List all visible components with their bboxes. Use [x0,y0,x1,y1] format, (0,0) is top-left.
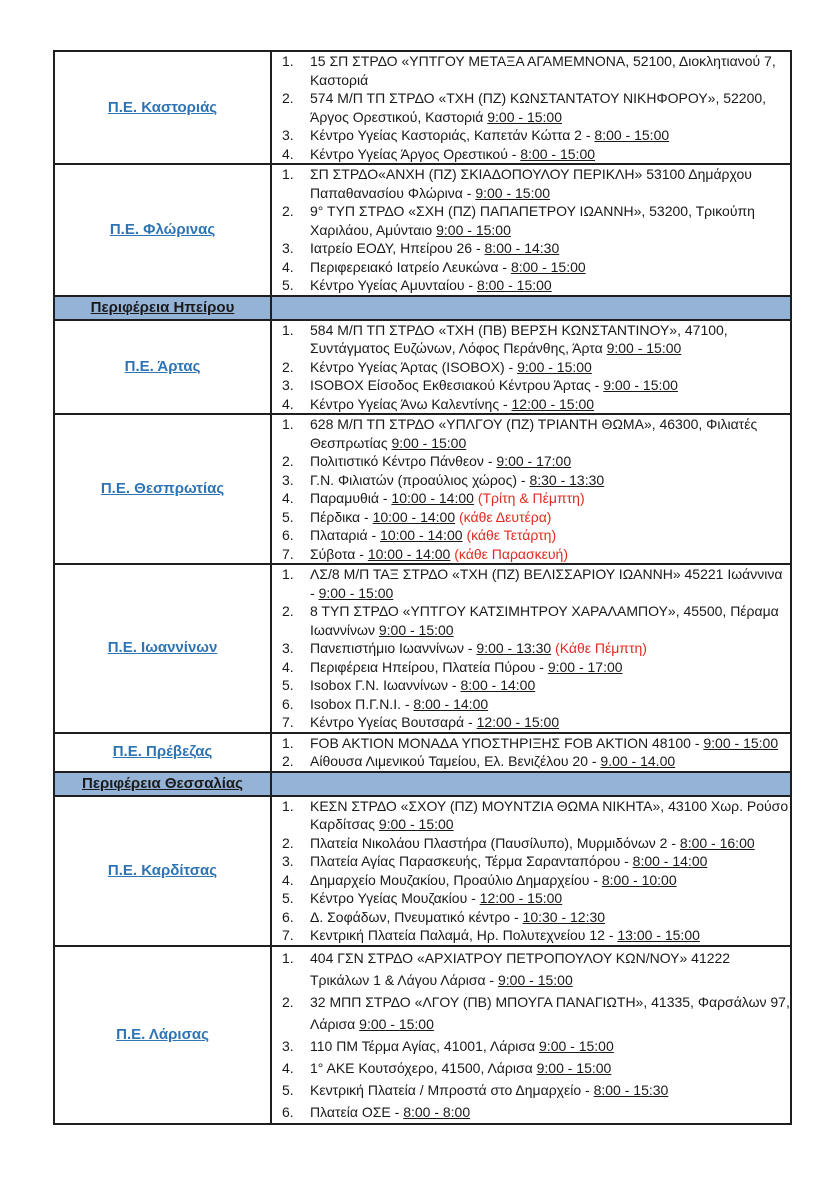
item-text: ΚΕΣΝ ΣΤΡΔΟ «ΣΧΟΥ (ΠΖ) ΜΟΥΝΤΖΙΑ ΘΩΜΑ ΝΙΚΗΤΑ», 43100 Χωρ. Ρούσο Καρδίτσας [310,797,789,832]
item-time: 8:00 - 8:00 [403,1103,471,1120]
item-text: Κέντρο Υγείας Άργος Ορεστικού - [310,145,517,162]
list-item [272,889,790,908]
item-time: 9:00 - 17:00 [547,658,623,675]
item-content [310,734,790,753]
region-link[interactable]: Π.Ε. Καστοριάς [107,98,218,116]
region-cell [54,733,271,772]
item-text: Αίθουσα Λιμενικού Ταμείου, Ελ. Βενιζέλου 20 - [310,753,597,769]
item-time: 8:00 - 14:00 [632,853,708,869]
item-time: 8:00 - 10:00 [601,871,677,888]
region-row [54,51,791,164]
item-content [310,258,790,277]
item-text: 110 ΠΜ Τέρμα Αγίας, 41001, Λάρισα [310,1037,536,1054]
item-content [310,752,790,771]
item-content [310,358,790,377]
item-content [310,1035,790,1057]
item-time: 10:00 - 14:00 [367,545,451,562]
list-item [272,695,790,714]
item-time: 8:00 - 15:00 [510,258,586,275]
list-item [272,991,790,1035]
region-cell [54,564,271,733]
item-text: Κεντρική Πλατεία Παλαμά, Ηρ. Πολυτεχνείου 12 - [310,927,614,943]
item-day-note: (κάθε Τετάρτη) [466,527,557,543]
item-content [310,676,790,695]
region-link[interactable]: Π.Ε. Θεσπρωτίας [100,480,225,497]
item-text: ΛΣ/8 Μ/Π ΤΑΞ ΣΤΡΔΟ «ΤΧΗ (ΠΖ) ΒΕΛΙΣΣΑΡΙΟΥ ΙΩΑΝΝΗ» 45221 Ιωάννινα - [310,566,783,601]
item-number: 2. [282,453,294,469]
item-number: 2. [282,603,294,619]
item-content [310,376,790,395]
item-content [310,639,790,658]
list-item [272,239,790,258]
item-content [310,145,790,164]
item-number: 6. [282,1103,294,1120]
item-number: 4. [282,490,294,506]
item-text: Κέντρο Υγείας Βουτσαρά - [310,714,473,730]
item-content [310,834,790,853]
item-day-note: (κάθε Παρασκευή) [454,545,568,562]
item-number: 4. [282,145,294,162]
item-text: Πλατεία ΟΣΕ - [310,1103,400,1120]
item-text: Κέντρο Υγείας Αμυνταίου - [310,277,474,293]
list-item [272,165,790,202]
region-row [54,320,791,415]
band-row [54,296,791,320]
item-text: Κεντρική Πλατεία / Μπροστά στο Δημαρχείο - [310,1081,590,1098]
item-number: 7. [282,714,294,730]
list-item [272,258,790,277]
list-item [272,639,790,658]
item-number: 6. [282,527,294,543]
item-text: 32 ΜΠΠ ΣΤΡΔΟ «ΛΓΟΥ (ΠΒ) ΜΠΟΥΓΑ ΠΑΝΑΓΙΩΤΗ», 41335, Φαρσάλων 97, Λάρισα [310,993,790,1032]
item-number: 2. [282,993,294,1010]
item-content [310,991,790,1035]
item-number: 3. [282,640,294,656]
item-content [310,926,790,945]
item-time: 9:00 - 15:00 [487,108,562,125]
item-time: 9:00 - 15:00 [603,377,678,393]
item-time: 8:00 - 16:00 [679,834,755,851]
item-content [310,415,790,452]
item-time: 8:00 - 15:30 [593,1081,669,1098]
region-row [54,564,791,733]
item-content [310,545,790,564]
item-time: 9:00 - 15:00 [606,340,682,356]
item-text: Περιφέρεια Ηπείρου, Πλατεία Πύρου - [310,658,544,675]
item-content [310,489,790,508]
item-time: 9:00 - 15:00 [391,434,467,451]
item-number: 5. [282,277,294,293]
item-number: 1. [282,321,294,338]
band-row [54,772,791,796]
item-time: 13:00 - 15:00 [617,927,700,943]
item-content [310,471,790,490]
item-time: 9:00 - 15:00 [539,1037,614,1054]
item-number: 6. [282,695,294,712]
region-row [54,733,791,772]
item-number: 1. [282,416,294,432]
item-text: 1° ΑΚΕ Κουτσόχερο, 41500, Λάρισα [310,1059,533,1076]
item-number: 4. [282,871,294,888]
list-item [272,395,790,414]
item-number: 1. [282,949,294,966]
item-text: 404 ΓΣΝ ΣΤΡΔΟ «ΑΡΧΙΑΤΡΟΥ ΠΕΤΡΟΠΟΥΛΟΥ ΚΩΝ/ΝΟΥ» 41222 Τρικάλων 1 & Λάγου Λάρισα - [310,949,731,988]
list-item [272,602,790,639]
list-item [272,376,790,395]
item-content [310,889,790,908]
item-time: 8:00 - 15:00 [520,145,596,162]
item-time: 9:00 - 15:00 [703,734,779,751]
region-cell [54,320,271,415]
list-item [272,834,790,853]
item-number: 3. [282,127,294,143]
item-time: 9.00 - 14.00 [600,753,676,769]
region-cell [54,796,271,946]
list-item [272,908,790,927]
list-item [272,565,790,602]
band-label-cell [54,772,271,796]
item-text: Isobox Π.Γ.Ν.Ι. - [310,695,410,712]
region-row [54,946,791,1124]
item-number: 1. [282,566,294,582]
schedule-table-body [54,51,791,1124]
item-text: 9° ΤΥΠ ΣΤΡΔΟ «ΣΧΗ (ΠΖ) ΠΑΠΑΠΕΤΡΟΥ ΙΩΑΝΝΗ», 53200, Τρικούπη Χαριλάου, Αμύνταιο [310,203,755,238]
item-number: 1. [282,734,294,751]
item-number: 3. [282,377,294,393]
items-cell [271,51,791,164]
list-item [272,321,790,358]
item-content [310,395,790,414]
item-number: 2. [282,90,294,106]
item-time: 9:00 - 17:00 [496,453,572,469]
item-number: 1. [282,53,294,69]
item-time: 10:30 - 12:30 [522,908,606,925]
item-time: 9:00 - 15:00 [475,184,551,201]
item-content [310,239,790,258]
item-text: Γ.Ν. Φιλιατών (προαύλιος χώρος) - [310,471,526,488]
item-text: Πλαταριά - [310,527,377,543]
item-time: 10:00 - 14:00 [372,508,456,525]
list-item [272,508,790,527]
band-empty-cell [271,772,791,796]
item-number: 2. [282,753,294,769]
list-item [272,1035,790,1057]
items-cell [271,164,791,296]
region-link[interactable]: Π.Ε. Λάρισας [116,1025,209,1043]
item-number: 5. [282,1081,294,1098]
item-text: Δημαρχείο Μουζακίου, Προαύλιο Δημαρχείου - [310,871,598,888]
region-link[interactable]: Π.Ε. Φλώρινας [109,220,216,238]
item-content [310,276,790,295]
list-item [272,358,790,377]
items-cell [271,320,791,415]
item-text: Πέρδικα - [310,508,369,525]
region-link[interactable]: Π.Ε. Καρδίτσας [107,861,218,879]
list-item [272,871,790,890]
region-cell [54,51,271,164]
item-content [310,1101,790,1123]
item-time: 8:30 - 13:30 [529,471,605,488]
list-item [272,1057,790,1079]
item-time: 9:00 - 15:00 [359,1015,434,1032]
item-number: 5. [282,508,294,525]
item-text: Κέντρο Υγείας Άνω Καλεντίνης - [310,395,508,412]
item-text: 15 ΣΠ ΣΤΡΔΟ «ΥΠΤΓΟΥ ΜΕΤΑΞΑ ΑΓΑΜΕΜΝΟΝΑ, 52100, Διοκλητιανού 7, Καστοριά [310,53,776,88]
band-label: Περιφέρεια Ηπείρου [90,298,235,316]
item-number: 2. [282,834,294,851]
items-cell [271,414,791,564]
item-content [310,852,790,871]
item-text: 584 Μ/Π ΤΠ ΣΤΡΔΟ «ΤΧΗ (ΠΒ) ΒΕΡΣΗ ΚΩΝΣΤΑΝΤΙΝΟΥ», 47100, Συντάγματος Ευζώνων, Λόφος Περάνθης, Άρτα [310,321,728,356]
item-time: 10:00 - 14:00 [380,527,463,543]
item-number: 7. [282,927,294,943]
item-number: 5. [282,890,294,906]
item-time: 9:00 - 15:00 [378,621,454,638]
list-item [272,202,790,239]
item-text: Περιφερειακό Ιατρείο Λευκώνα - [310,258,508,275]
item-text: Δ. Σοφάδων, Πνευματικό κέντρο - [310,908,519,925]
item-number: 4. [282,395,294,412]
item-number: 3. [282,471,294,488]
item-content [310,508,790,527]
region-cell [54,946,271,1124]
item-number: 1. [282,166,294,182]
item-number: 7. [282,545,294,562]
item-content [310,658,790,677]
list-item [272,526,790,545]
list-item [272,947,790,991]
item-content [310,908,790,927]
list-item [272,452,790,471]
list-item [272,1101,790,1123]
region-link[interactable]: Π.Ε. Πρέβεζας [112,743,213,760]
item-day-note: (κάθε Δευτέρα) [459,508,552,525]
item-text: Πλατεία Αγίας Παρασκευής, Τέρμα Σαρανταπόρου - [310,853,629,869]
region-cell [54,164,271,296]
list-item [272,713,790,732]
item-time: 12:00 - 15:00 [511,395,595,412]
list-item [272,545,790,564]
item-text: Κέντρο Υγείας Μουζακίου - [310,890,476,906]
list-item [272,471,790,490]
item-text: ΣΠ ΣΤΡΔΟ«ΑΝΧΗ (ΠΖ) ΣΚΙΑΔΟΠΟΥΛΟΥ ΠΕΡΙΚΛΗ» 53100 Δημάρχου Παπαθανασίου Φλώρινα - [310,166,752,201]
item-time: 9:00 - 15:00 [536,1059,612,1076]
item-text: FOB AKTION ΜΟΝΑΔΑ ΥΠΟΣΤΗΡΙΞΗΣ FOB AKTION 48100 - [310,734,700,751]
item-content [310,89,790,126]
item-content [310,602,790,639]
item-number: 4. [282,658,294,675]
band-empty-cell [271,296,791,320]
item-number: 3. [282,1037,294,1054]
item-time: 12:00 - 15:00 [476,714,560,730]
item-time: 9:00 - 15:00 [378,816,454,832]
list-item [272,126,790,145]
schedule-table [53,50,792,1125]
item-time: 9:00 - 15:00 [436,221,511,238]
item-content [310,1057,790,1079]
items-cell [271,733,791,772]
item-text: 574 Μ/Π ΤΠ ΣΤΡΔΟ «ΤΧΗ (ΠΖ) ΚΩΝΣΤΑΝΤΑΤΟΥ ΝΙΚΗΦΟΡΟΥ», 52200, Άργος Ορεστικού, Καστοριά [310,90,767,125]
item-time: 9:00 - 13:30 [476,640,552,656]
item-content [310,52,790,89]
item-number: 3. [282,240,294,256]
item-time: 8:00 - 14:30 [484,240,560,256]
item-number: 2. [282,203,294,219]
item-number: 1. [282,797,294,814]
item-text: Ιατρείο ΕΟΔΥ, Ηπείρου 26 - [310,240,481,256]
item-content [310,321,790,358]
item-content [310,126,790,145]
list-item [272,89,790,126]
region-row [54,414,791,564]
list-item [272,676,790,695]
region-link[interactable]: Π.Ε. Άρτας [124,357,201,375]
item-text: Κέντρο Υγείας Άρτας (ISOBOX) - [310,358,514,375]
items-cell [271,796,791,946]
item-content [310,871,790,890]
list-item [272,145,790,164]
list-item [272,52,790,89]
item-time: 9:00 - 15:00 [517,358,592,375]
items-cell [271,946,791,1124]
band-label: Περιφέρεια Θεσσαλίας [82,774,243,792]
item-text: Πανεπιστήμιο Ιωαννίνων - [310,640,473,656]
item-time: 10:00 - 14:00 [391,490,474,506]
item-content [310,202,790,239]
item-content [310,165,790,202]
region-link[interactable]: Π.Ε. Ιωαννίνων [107,639,218,657]
item-day-note: (Κάθε Πέμπτη) [555,640,647,656]
list-item [272,1079,790,1101]
item-time: 8:00 - 15:00 [476,277,552,293]
item-content [310,452,790,471]
item-day-note: (Τρίτη & Πέμπτη) [477,490,585,506]
item-time: 8:00 - 14:00 [413,695,489,712]
item-content [310,695,790,714]
item-content [310,713,790,732]
items-cell [271,564,791,733]
item-text: Πλατεία Νικολάου Πλαστήρα (Παυσίλυπο), Μυρμιδόνων 2 - [310,834,677,851]
list-item [272,415,790,452]
item-text: Κέντρο Υγείας Καστοριάς, Καπετάν Κώττα 2 - [310,127,591,143]
list-item [272,276,790,295]
item-text: 8 ΤΥΠ ΣΤΡΔΟ «ΥΠΤΓΟΥ ΚΑΤΣΙΜΗΤΡΟΥ ΧΑΡΑΛΑΜΠΟΥ», 45500, Πέραμα Ιωαννίνων [310,603,779,638]
item-time: 8:00 - 15:00 [594,127,670,143]
item-time: 12:00 - 15:00 [479,890,563,906]
region-row [54,796,791,946]
list-item [272,797,790,834]
item-text: Isobox Γ.Ν. Ιωαννίνων - [310,677,457,693]
item-time: 8:00 - 14:00 [460,677,536,693]
region-row [54,164,791,296]
item-text: Σύβοτα - [310,545,364,562]
item-text: ISOBOX Είσοδος Εκθεσιακού Κέντρου Άρτας - [310,377,600,393]
list-item [272,489,790,508]
item-time: 9:00 - 15:00 [498,971,573,988]
list-item [272,734,790,753]
item-text: Παραμυθιά - [310,490,388,506]
item-content [310,947,790,991]
item-number: 4. [282,258,294,275]
item-number: 6. [282,908,294,925]
item-content [310,797,790,834]
item-number: 3. [282,853,294,869]
item-text: 628 Μ/Π ΤΠ ΣΤΡΔΟ «ΥΠΛΓΟΥ (ΠΖ) ΤΡΙΑΝΤΗ ΘΩΜΑ», 46300, Φιλιατές Θεσπρωτίας [310,416,758,451]
item-number: 2. [282,358,294,375]
list-item [272,752,790,771]
list-item [272,852,790,871]
item-content [310,1079,790,1101]
item-text: Πολιτιστικό Κέντρο Πάνθεον - [310,453,493,469]
list-item [272,926,790,945]
item-content [310,526,790,545]
region-cell [54,414,271,564]
band-label-cell [54,296,271,320]
list-item [272,658,790,677]
item-number: 5. [282,677,294,693]
item-content [310,565,790,602]
item-number: 4. [282,1059,294,1076]
item-time: 9:00 - 15:00 [318,584,394,601]
